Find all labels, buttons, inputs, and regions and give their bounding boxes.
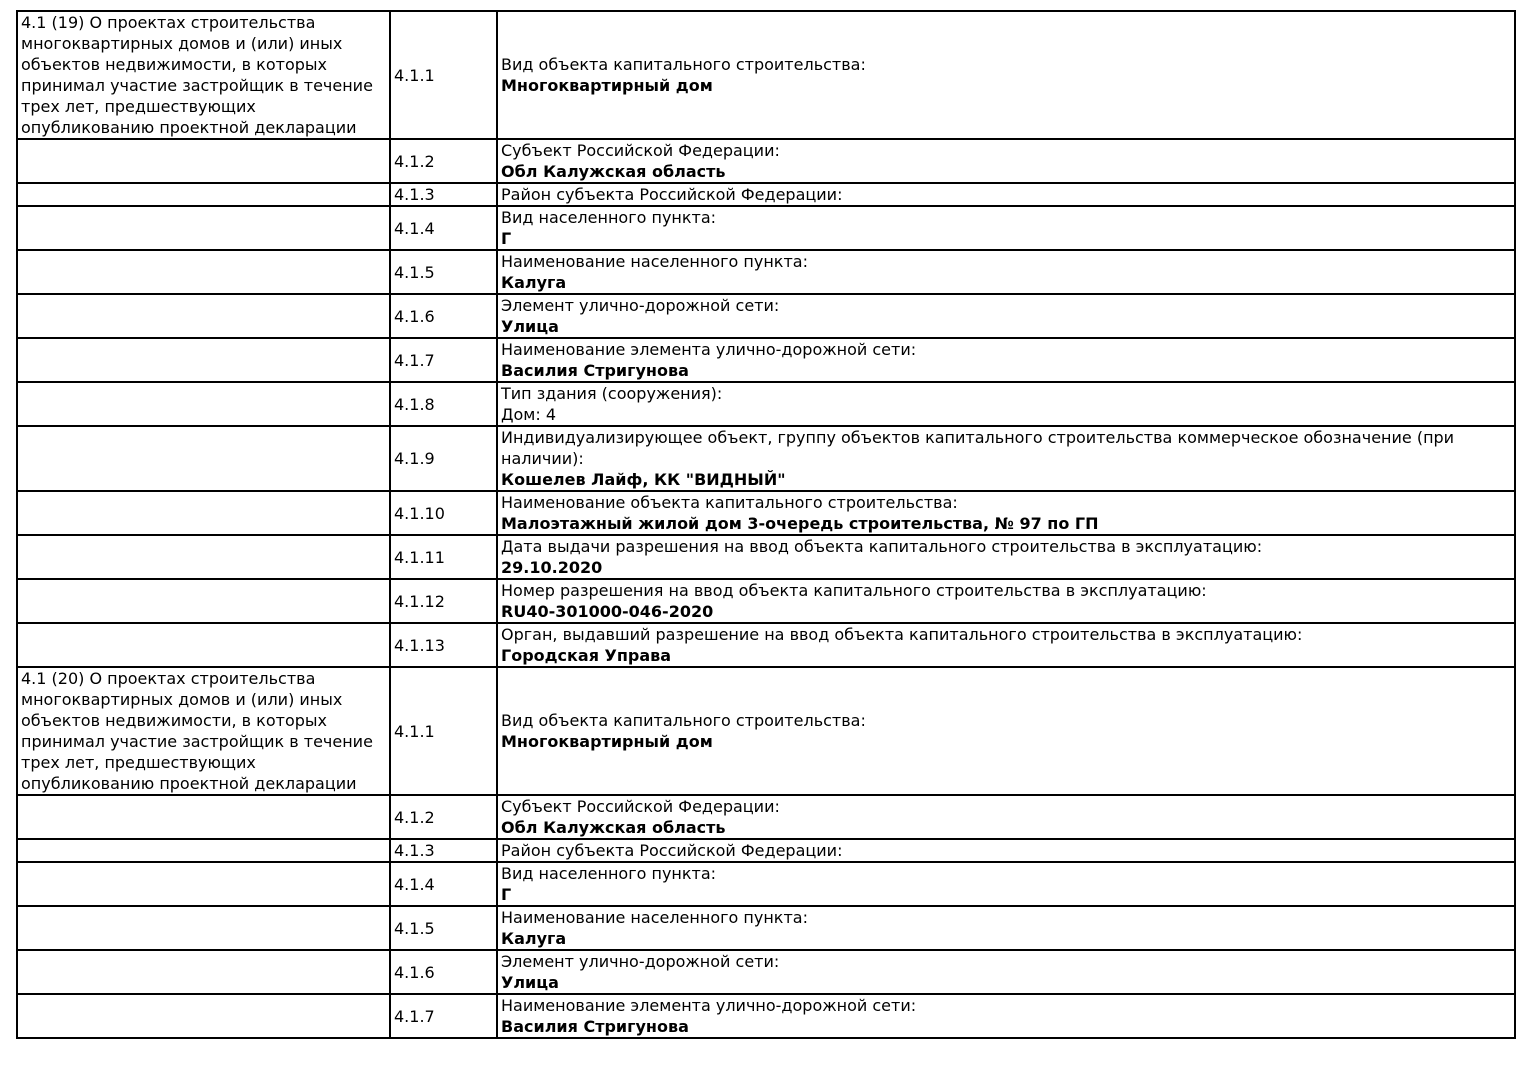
field-cell — [497, 139, 1515, 183]
field-label: Наименование населенного пункта: — [501, 252, 808, 271]
table-row — [17, 862, 1515, 906]
section-description-cell — [17, 906, 390, 950]
table-row — [17, 139, 1515, 183]
table-row — [17, 579, 1515, 623]
row-number-cell: 4.1.1 — [390, 11, 497, 139]
table-row — [17, 382, 1515, 426]
field-cell — [497, 183, 1515, 206]
field-cell — [497, 206, 1515, 250]
field-label: Вид населенного пункта: — [501, 864, 717, 883]
field-label: Номер разрешения на ввод объекта капитального строительства в эксплуатацию: — [501, 581, 1207, 600]
field-cell — [497, 839, 1515, 862]
section-description-cell — [17, 862, 390, 906]
row-number-cell: 4.1.12 — [390, 579, 497, 623]
row-number-cell: 4.1.10 — [390, 491, 497, 535]
table-row — [17, 426, 1515, 491]
row-number-cell: 4.1.11 — [390, 535, 497, 579]
table-row — [17, 535, 1515, 579]
field-label: Орган, выдавший разрешение на ввод объекта капитального строительства в эксплуатацию: — [501, 625, 1303, 644]
field-cell — [497, 250, 1515, 294]
table-row — [17, 294, 1515, 338]
field-label: Район субъекта Российской Федерации: — [501, 841, 843, 860]
field-label: Вид объекта капитального строительства: — [501, 55, 866, 74]
section-description-cell — [17, 839, 390, 862]
section-description-cell — [17, 491, 390, 535]
table-row — [17, 11, 1515, 139]
field-cell — [497, 426, 1515, 491]
section-description-cell — [17, 623, 390, 667]
field-value: RU40-301000-046-2020 — [501, 602, 714, 621]
table-row — [17, 950, 1515, 994]
table-row — [17, 183, 1515, 206]
section-description-cell — [17, 250, 390, 294]
field-cell — [497, 906, 1515, 950]
field-cell — [497, 623, 1515, 667]
table-row — [17, 623, 1515, 667]
field-label: Район субъекта Российской Федерации: — [501, 185, 843, 204]
section-description-cell — [17, 579, 390, 623]
section-description-cell — [17, 338, 390, 382]
field-value: Василия Стригунова — [501, 1017, 689, 1036]
field-value: Калуга — [501, 273, 567, 292]
field-cell — [497, 294, 1515, 338]
row-number-cell: 4.1.5 — [390, 250, 497, 294]
field-cell — [497, 491, 1515, 535]
project-declaration-table — [16, 10, 1516, 1039]
field-label: Вид населенного пункта: — [501, 208, 717, 227]
field-value: Малоэтажный жилой дом 3-очередь строительства, № 97 по ГП — [501, 514, 1099, 533]
field-value: Калуга — [501, 929, 567, 948]
table-row — [17, 667, 1515, 795]
row-number-cell: 4.1.2 — [390, 795, 497, 839]
field-label: Элемент улично-дорожной сети: — [501, 952, 780, 971]
field-label: Наименование объекта капитального строительства: — [501, 493, 958, 512]
table-row — [17, 839, 1515, 862]
table-row — [17, 994, 1515, 1038]
field-label: Тип здания (сооружения): — [501, 384, 723, 403]
field-value: Кошелев Лайф, КК "ВИДНЫЙ" — [501, 470, 786, 489]
field-label: Субъект Российской Федерации: — [501, 797, 780, 816]
field-value: Обл Калужская область — [501, 818, 726, 837]
field-cell — [497, 382, 1515, 426]
row-number-cell: 4.1.6 — [390, 950, 497, 994]
row-number-cell: 4.1.8 — [390, 382, 497, 426]
row-number-cell: 4.1.5 — [390, 906, 497, 950]
field-value: Василия Стригунова — [501, 361, 689, 380]
table-row — [17, 250, 1515, 294]
section-description-cell — [17, 994, 390, 1038]
section-description-cell — [17, 183, 390, 206]
field-cell — [497, 862, 1515, 906]
table-row — [17, 338, 1515, 382]
table-row — [17, 906, 1515, 950]
field-value: Городская Управа — [501, 646, 672, 665]
field-label: Наименование населенного пункта: — [501, 908, 808, 927]
field-cell — [497, 950, 1515, 994]
field-value: Г — [501, 885, 512, 904]
row-number-cell: 4.1.9 — [390, 426, 497, 491]
field-value: Многоквартирный дом — [501, 76, 713, 95]
field-cell — [497, 535, 1515, 579]
row-number-cell: 4.1.4 — [390, 206, 497, 250]
field-value: Обл Калужская область — [501, 162, 726, 181]
field-cell — [497, 994, 1515, 1038]
field-label: Субъект Российской Федерации: — [501, 141, 780, 160]
table-row — [17, 206, 1515, 250]
field-cell — [497, 579, 1515, 623]
field-value: Улица — [501, 973, 559, 992]
table-row — [17, 795, 1515, 839]
field-cell — [497, 11, 1515, 139]
field-label: Индивидуализирующее объект, группу объектов капитального строительства коммерческое обозначение (при наличии): — [501, 428, 1455, 468]
section-description-cell — [17, 426, 390, 491]
section-description-cell — [17, 206, 390, 250]
field-label: Дата выдачи разрешения на ввод объекта капитального строительства в эксплуатацию: — [501, 537, 1263, 556]
row-number-cell: 4.1.6 — [390, 294, 497, 338]
section-description-cell: 4.1 (20) О проектах строительства многоквартирных домов и (или) иных объектов недвижимости, в которых принимал участие застройщик в течение трех лет, предшествующих опубликованию проектной декларации — [17, 667, 390, 795]
row-number-cell: 4.1.13 — [390, 623, 497, 667]
section-description-cell — [17, 294, 390, 338]
section-description-cell: 4.1 (19) О проектах строительства многоквартирных домов и (или) иных объектов недвижимости, в которых принимал участие застройщик в течение трех лет, предшествующих опубликованию проектной декларации — [17, 11, 390, 139]
field-value: Дом: 4 — [501, 405, 557, 424]
section-description-cell — [17, 535, 390, 579]
row-number-cell: 4.1.3 — [390, 183, 497, 206]
field-value: Многоквартирный дом — [501, 732, 713, 751]
section-description-cell — [17, 139, 390, 183]
section-description-cell — [17, 950, 390, 994]
section-description-cell — [17, 382, 390, 426]
row-number-cell: 4.1.1 — [390, 667, 497, 795]
table-body — [17, 11, 1515, 1038]
field-label: Наименование элемента улично-дорожной сети: — [501, 340, 917, 359]
section-description-cell — [17, 795, 390, 839]
field-value: 29.10.2020 — [501, 558, 603, 577]
field-label: Вид объекта капитального строительства: — [501, 711, 866, 730]
field-value: Г — [501, 229, 512, 248]
row-number-cell: 4.1.4 — [390, 862, 497, 906]
field-label: Наименование элемента улично-дорожной сети: — [501, 996, 917, 1015]
table-row — [17, 491, 1515, 535]
field-value: Улица — [501, 317, 559, 336]
field-cell — [497, 338, 1515, 382]
field-label: Элемент улично-дорожной сети: — [501, 296, 780, 315]
field-cell — [497, 667, 1515, 795]
field-cell — [497, 795, 1515, 839]
row-number-cell: 4.1.3 — [390, 839, 497, 862]
row-number-cell: 4.1.7 — [390, 994, 497, 1038]
row-number-cell: 4.1.2 — [390, 139, 497, 183]
row-number-cell: 4.1.7 — [390, 338, 497, 382]
